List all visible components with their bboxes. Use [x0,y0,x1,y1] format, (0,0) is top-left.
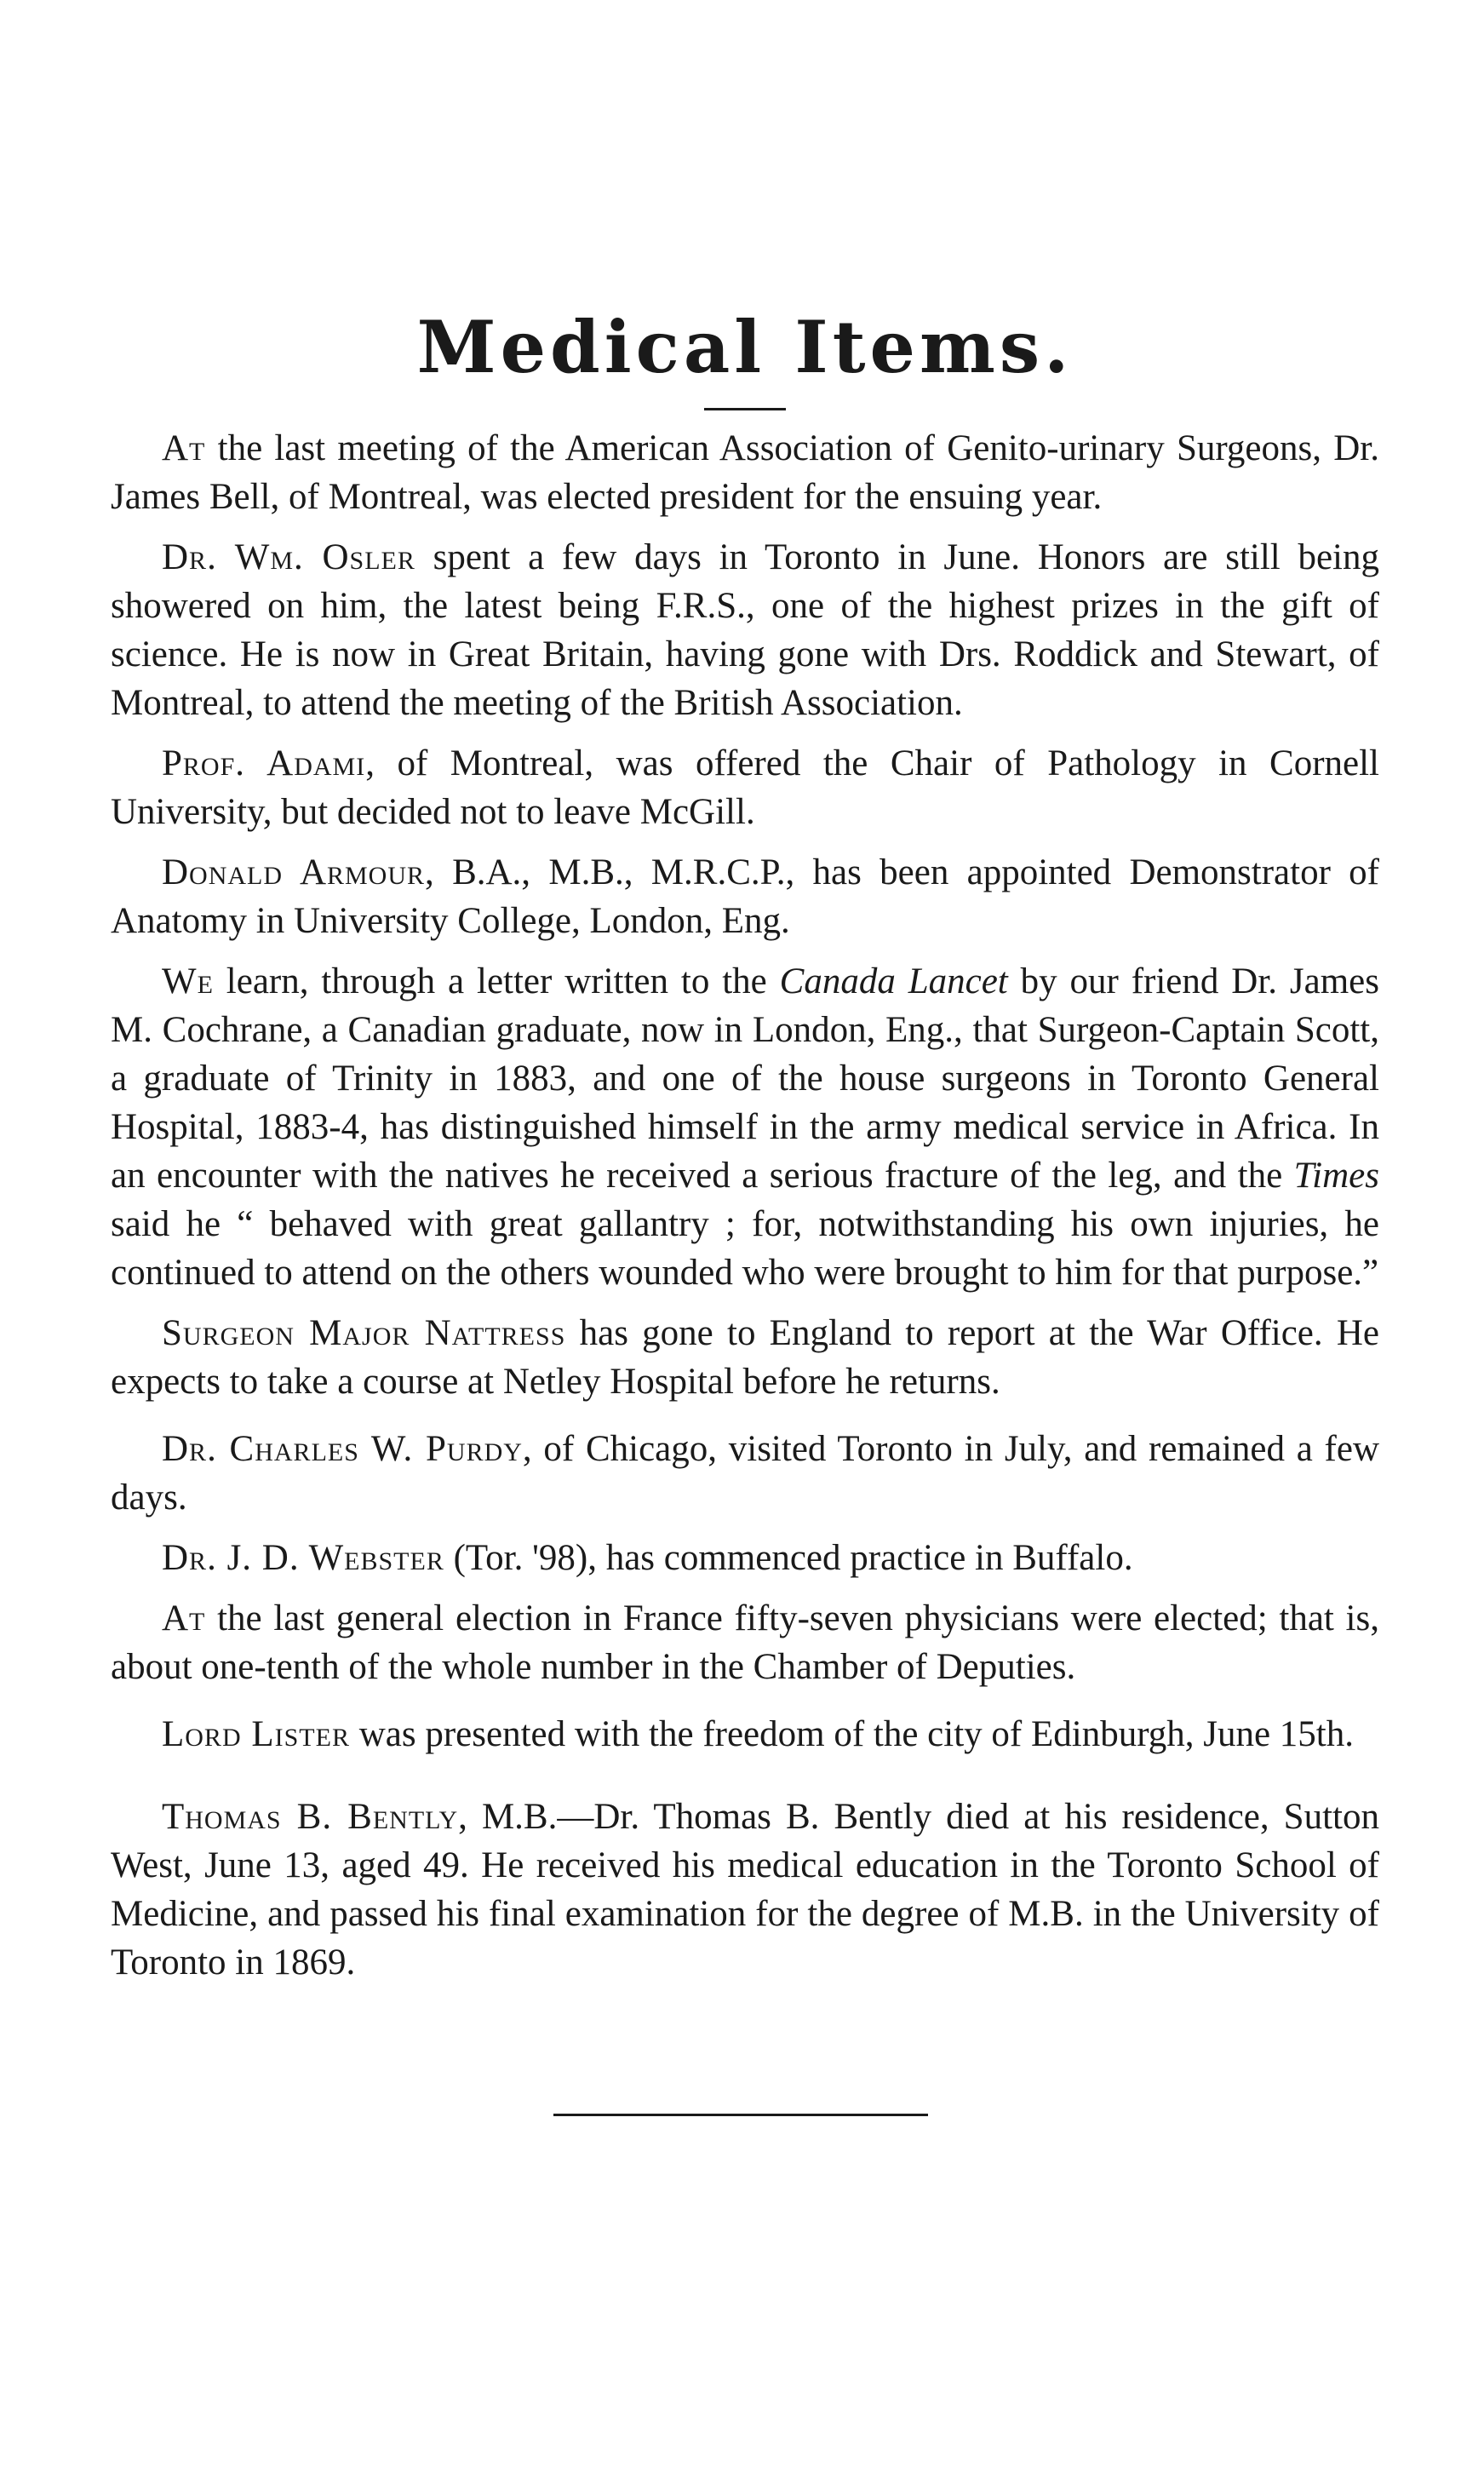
item-text: the last meeting of the American Association of Genito-urinary Surgeons, Dr. James Bell, of Montreal, was elected president for the ensuing year. [111,427,1379,517]
item-lead: We [162,961,214,1001]
item-text: has gone to England to report at the War Office. He expects to take a course at Netley Hospital before he returns. [111,1312,1380,1402]
item-lead: Prof. Adami [162,743,366,783]
item-lead: Donald Armour [162,852,426,892]
item-lead: At [162,1598,206,1638]
obituary-text: , M.B.—Dr. Thomas B. Bently died at his residence, Sutton West, June 13, aged 49. He received his medical education in the Toronto School of Medicine, and passed his final examination for the degree of M.B. in the University of Toronto in 1869. [111,1796,1379,1982]
item-lead: Surgeon Major Nattress [162,1312,566,1353]
item-genito-urinary [111,424,1379,521]
item-lead: At [162,427,206,468]
title-divider [704,408,786,410]
item-text: , of Chicago, visited Toronto in July, and remained a few days. [111,1428,1380,1518]
section-divider [553,2114,928,2116]
item-text: spent a few days in Toronto in June. Honors are still being showered on him, the latest being F.R.S., one of the highest prizes in the gift of science. He is now in Great Britain, having gone with Drs. Roddick and Stewart, of Montreal, to attend the meeting of the British Association. [111,536,1379,723]
item-text: learn, through a letter written to the [213,961,780,1001]
item-adami [111,739,1379,836]
item-text: , of Montreal, was offered the Chair of Pathology in Cornell University, but decided not to leave McGill. [111,743,1379,832]
item-text: (Tor. '98), has commenced practice in Buffalo. [444,1537,1133,1578]
item-webster [111,1534,1379,1582]
page [111,307,1379,1987]
item-text: by our friend Dr. James M. Cochrane, a Canadian graduate, now in London, Eng., that Surgeon-Captain Scott, a graduate of Trinity in 1883, and one of the house surgeons in Toronto General Hospital, 1883-4, has distinguished himself in the army medical service in Africa. In an encounter with the natives he received a serious fracture of the leg, and the [111,961,1379,1196]
page-title: Medical Items. [416,305,1074,389]
item-lead: Dr. Charles W. Purdy [162,1428,523,1469]
item-france-election [111,1594,1379,1691]
item-lead: Dr. Wm. Osler [162,536,415,577]
item-text: said he “ behaved with great gallantry ; for, notwithstanding his own injuries, he continued to attend on the others wounded who were brought to him for that purpose.” [111,1203,1379,1293]
obituary-lead: Thomas B. Bently [162,1796,459,1837]
item-armour [111,848,1379,945]
publication-name: Canada Lancet [779,961,1008,1001]
item-text: was presented with the freedom of the city of Edinburgh, June 15th. [349,1713,1355,1754]
item-nattress [111,1309,1379,1406]
item-lead: Dr. J. D. Webster [162,1537,444,1578]
item-text: , B.A., M.B., M.R.C.P., has been appointed Demonstrator of Anatomy in University College, London, Eng. [111,852,1379,941]
item-osler [111,533,1379,727]
obituary-bently [111,1793,1379,1987]
item-purdy [111,1425,1379,1522]
item-text: the last general election in France fifty-seven physicians were elected; that is, about one-tenth of the whole number in the Chamber of Deputies. [111,1598,1379,1687]
item-scott [111,957,1379,1297]
publication-name: Times [1293,1155,1379,1196]
item-lead: Lord Lister [162,1713,350,1754]
item-lister [111,1710,1379,1759]
